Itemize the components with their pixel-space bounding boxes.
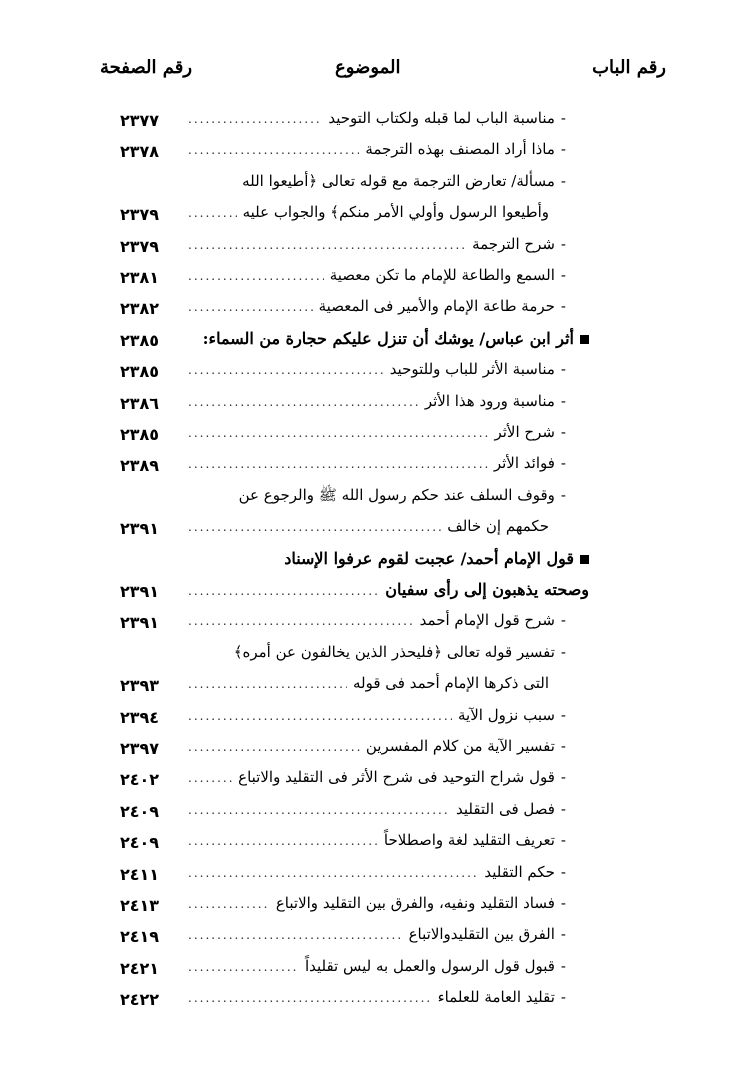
entry-title: مناسبة الباب لما قبله ولكتاب التوحيد xyxy=(328,109,555,127)
page-number: ٢٣٨٥ xyxy=(120,330,160,350)
page-number: ٢٣٩١ xyxy=(120,519,160,539)
toc-entry xyxy=(188,611,566,629)
toc-row xyxy=(0,293,754,323)
page-number-header: رقم الصفحة xyxy=(100,57,193,78)
page-number: ٢٤٠٩ xyxy=(120,833,160,853)
toc-row xyxy=(0,607,754,637)
entry-title: ماذا أراد المصنف بهذه الترجمة xyxy=(365,140,555,159)
entry-title: شرح قول الإمام أحمد xyxy=(419,611,555,630)
toc-row xyxy=(0,890,754,920)
entry-title: شرح الأثر xyxy=(494,423,555,441)
dot-leader xyxy=(188,866,478,880)
square-bullet-icon xyxy=(580,335,589,344)
dash-marker: - xyxy=(560,705,566,724)
toc-entry xyxy=(188,706,566,724)
dash-marker: - xyxy=(560,956,566,975)
page-number: ٢٤٠٢ xyxy=(120,770,160,790)
toc-entry xyxy=(188,297,566,315)
dot-leader xyxy=(188,960,299,974)
entry-title: مسألة/ تعارض الترجمة مع قوله تعالى ﴿أطيعوا الله xyxy=(242,171,555,190)
toc-entry xyxy=(188,454,566,472)
dot-leader xyxy=(188,584,379,598)
toc-entry xyxy=(188,737,566,755)
entry-title: تعريف التقليد لغة واصطلاحاً xyxy=(383,831,555,850)
dash-marker: - xyxy=(560,140,566,159)
dash-marker: - xyxy=(560,266,566,284)
toc-entry xyxy=(188,266,566,284)
dot-leader xyxy=(188,928,403,942)
page-number: ٢٣٨٢ xyxy=(120,299,160,319)
toc-entry xyxy=(188,329,589,348)
dot-leader xyxy=(188,238,466,252)
toc-row xyxy=(0,136,754,166)
toc-row xyxy=(0,545,754,575)
dash-marker: - xyxy=(560,423,566,441)
dot-leader xyxy=(188,991,432,1005)
toc-row xyxy=(0,764,754,794)
dash-marker: - xyxy=(560,894,566,912)
dot-leader xyxy=(188,803,450,817)
page-number: ٢٣٨٥ xyxy=(120,425,160,444)
dot-leader xyxy=(188,206,237,220)
entry-title: أثر ابن عباس/ يوشك أن تنزل عليكم حجارة من السماء: xyxy=(202,328,574,348)
toc-row xyxy=(0,262,754,292)
toc-row xyxy=(0,513,754,543)
dash-marker: - xyxy=(560,454,566,473)
toc-row xyxy=(0,356,754,386)
page-number: ٢٣٧٩ xyxy=(120,205,160,225)
square-bullet-icon xyxy=(580,555,589,564)
page-number: ٢٤١١ xyxy=(120,864,160,884)
toc-entry xyxy=(188,768,566,786)
entry-title: وقوف السلف عند حكم رسول الله ﷺ والرجوع عن xyxy=(238,485,555,504)
dash-marker: - xyxy=(560,988,566,1007)
topic-header: الموضوع xyxy=(335,57,401,78)
entry-title: حكم التقليد xyxy=(484,862,555,881)
dash-marker: - xyxy=(560,171,566,190)
toc-row xyxy=(0,953,754,983)
page-number: ٢٣٩٤ xyxy=(120,707,160,727)
page-number: ٢٤٢٢ xyxy=(120,990,160,1010)
toc-row xyxy=(0,168,754,198)
toc-entry xyxy=(188,392,566,410)
dash-marker: - xyxy=(560,109,566,127)
toc-row xyxy=(0,639,754,669)
entry-title: تفسير قوله تعالى ﴿فليحذر الذين يخالفون عن أمره﴾ xyxy=(233,642,555,661)
toc-entry xyxy=(188,643,566,661)
dot-leader xyxy=(188,677,347,691)
dot-leader xyxy=(188,143,359,157)
page-number: ٢٤٢١ xyxy=(120,958,160,978)
dot-leader xyxy=(188,834,378,848)
dash-marker: - xyxy=(560,642,566,661)
entry-title: السمع والطاعة للإمام ما تكن معصية xyxy=(329,266,555,284)
entry-title: سبب نزول الآية xyxy=(458,705,555,724)
toc-row xyxy=(0,796,754,826)
toc-row xyxy=(0,231,754,261)
entry-title: وصحته يذهبون إلى رأى سفيان xyxy=(385,580,589,599)
dash-marker: - xyxy=(560,737,566,755)
toc-row xyxy=(0,419,754,449)
toc-entry xyxy=(188,831,566,849)
dash-marker: - xyxy=(560,391,566,410)
toc-row xyxy=(0,325,754,355)
dash-marker: - xyxy=(560,360,566,379)
dot-leader xyxy=(188,457,488,471)
dot-leader xyxy=(188,395,419,409)
page-number: ٢٣٨٥ xyxy=(120,362,160,382)
entry-title: حكمهم إن خالف xyxy=(447,517,549,536)
toc-entry xyxy=(188,140,566,158)
toc-entry xyxy=(188,674,549,692)
toc-row xyxy=(0,670,754,700)
dot-leader xyxy=(188,300,313,314)
toc-entry xyxy=(188,580,589,599)
page-number: ٢٣٧٩ xyxy=(120,236,160,256)
entry-title: مناسبة الأثر للباب وللتوحيد xyxy=(389,360,555,379)
page-number: ٢٣٩٣ xyxy=(120,676,160,696)
page-number: ٢٣٨١ xyxy=(120,268,160,287)
dot-leader xyxy=(188,269,324,283)
dot-leader xyxy=(188,614,414,628)
toc-entry xyxy=(188,957,566,975)
toc-row xyxy=(0,199,754,229)
toc-entry xyxy=(188,988,566,1006)
entry-title: فوائد الأثر xyxy=(493,454,555,473)
dash-marker: - xyxy=(560,234,566,253)
dash-marker: - xyxy=(560,925,566,944)
dash-marker: - xyxy=(560,768,566,787)
toc-row xyxy=(0,859,754,889)
dash-marker: - xyxy=(560,862,566,881)
entry-title: فساد التقليد ونفيه، والفرق بين التقليد والاتباع xyxy=(275,894,555,912)
toc-row xyxy=(0,827,754,857)
toc-entry xyxy=(188,486,566,508)
dash-marker: - xyxy=(560,611,566,630)
dash-marker: - xyxy=(560,297,566,316)
toc-row xyxy=(0,702,754,732)
toc-row xyxy=(0,105,754,135)
dot-leader xyxy=(188,520,441,534)
toc-entry xyxy=(188,863,566,881)
dash-marker: - xyxy=(560,485,566,504)
dot-leader xyxy=(188,426,488,440)
page-number: ٢٤٠٩ xyxy=(120,801,160,821)
page-number: ٢٤١٩ xyxy=(120,927,160,947)
entry-title: مناسبة ورود هذا الأثر xyxy=(424,391,555,410)
page-number: ٢٣٩١ xyxy=(120,613,160,633)
entry-title: التى ذكرها الإمام أحمد فى قوله xyxy=(353,674,549,693)
entry-title: حرمة طاعة الإمام والأمير فى المعصية xyxy=(318,297,555,316)
entry-title: تفسير الآية من كلام المفسرين xyxy=(365,737,555,755)
dot-leader xyxy=(188,112,322,126)
toc-row xyxy=(0,576,754,606)
dash-marker: - xyxy=(560,831,566,850)
entry-title: شرح الترجمة xyxy=(472,234,555,253)
toc-entry xyxy=(188,517,549,535)
toc-row xyxy=(0,450,754,480)
toc-entry xyxy=(188,925,566,943)
entry-title: قول الإمام أحمد/ عجبت لقوم عرفوا الإسناد xyxy=(284,548,574,568)
dot-leader xyxy=(188,363,384,377)
toc-entry xyxy=(188,109,566,127)
toc-row xyxy=(0,388,754,418)
toc-entry xyxy=(188,800,566,818)
entry-title: تقليد العامة للعلماء xyxy=(437,988,555,1007)
page-number: ٢٣٨٦ xyxy=(120,393,160,413)
entry-title: الفرق بين التقليدوالاتباع xyxy=(408,925,555,944)
page-number: ٢٣٩٧ xyxy=(120,739,160,758)
toc-row xyxy=(0,984,754,1014)
toc-row xyxy=(0,733,754,763)
page-number: ٢٣٩١ xyxy=(120,582,160,601)
page-number: ٢٤١٣ xyxy=(120,896,160,915)
toc-row xyxy=(0,482,754,512)
dash-marker: - xyxy=(560,799,566,818)
toc-entry xyxy=(188,203,549,221)
toc-entry xyxy=(188,172,566,190)
entry-title: قول شراح التوحيد فى شرح الأثر فى التقليد والاتباع xyxy=(238,768,555,787)
page-number: ٢٣٧٧ xyxy=(120,111,160,130)
chapter-number-header: رقم الباب xyxy=(592,57,666,78)
dot-leader xyxy=(188,771,232,785)
toc-entry xyxy=(188,423,566,441)
toc-entry xyxy=(188,894,566,912)
toc-row xyxy=(0,921,754,951)
entry-title: فصل فى التقليد xyxy=(455,799,555,818)
dot-leader xyxy=(188,709,452,723)
toc-entry xyxy=(188,549,589,568)
dot-leader xyxy=(188,740,360,754)
entry-title: وأطيعوا الرسول وأولي الأمر منكم﴾ والجواب عليه xyxy=(242,203,549,222)
page-number: ٢٣٨٩ xyxy=(120,456,160,476)
dot-leader xyxy=(188,897,270,911)
toc-entry xyxy=(188,360,566,378)
toc-entry xyxy=(188,235,566,253)
entry-title: قبول قول الرسول والعمل به ليس تقليداً xyxy=(304,956,555,975)
page-number: ٢٣٧٨ xyxy=(120,142,160,162)
